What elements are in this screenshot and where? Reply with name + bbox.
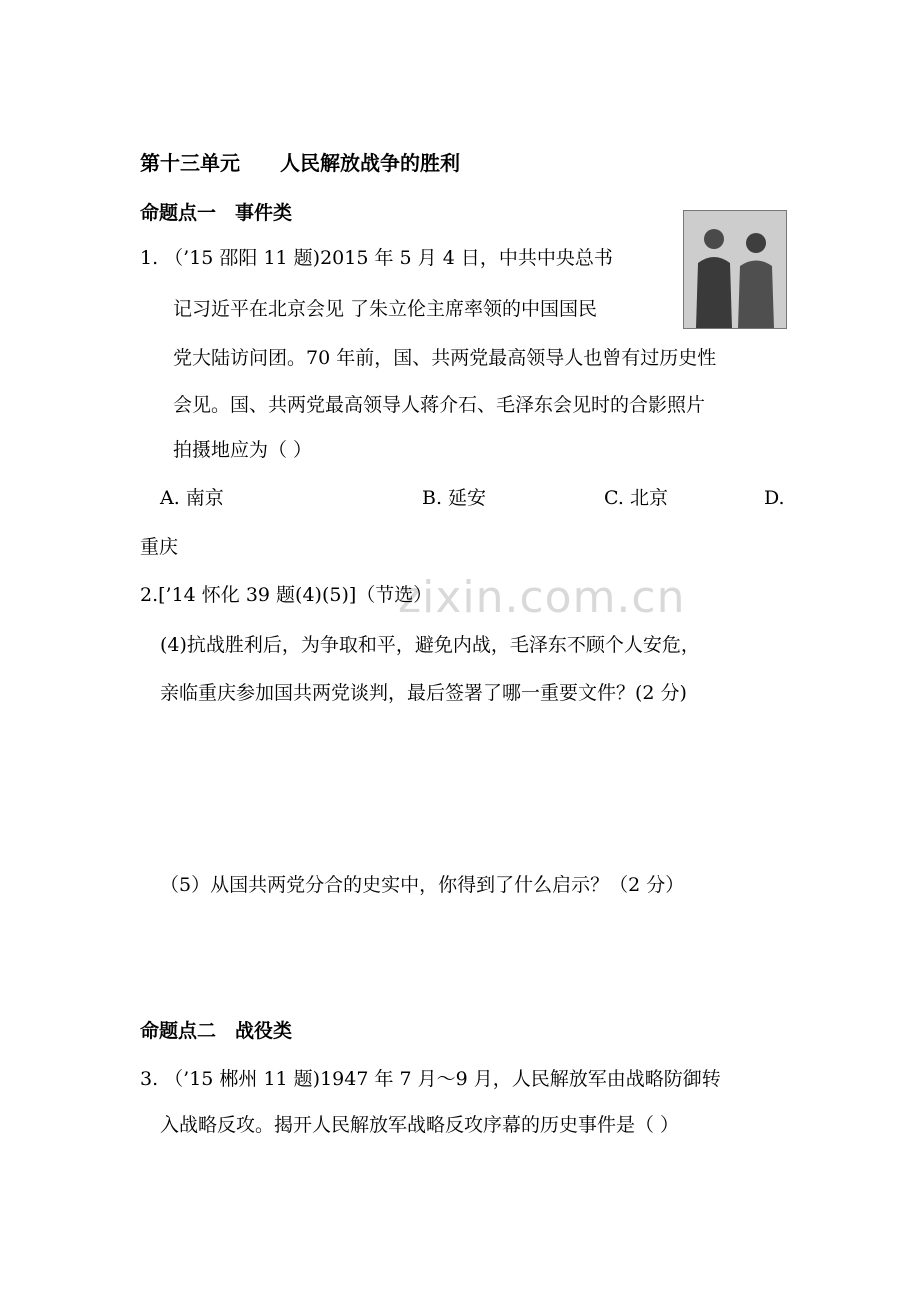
q3-line1: 3. （’15 郴州 11 题)1947 年 7 月～9 月，人民解放军由战略防御转 [140,1068,721,1090]
q1-option-d-text: 重庆 [140,536,179,558]
q1-line4: 会见。国、共两党最高领导人蒋介石、毛泽东会见时的合影照片 [173,394,706,416]
q2-part4-line2: 亲临重庆参加国共两党谈判，最后签署了哪一重要文件？(2 分) [160,682,687,704]
q2-part5: （5）从国共两党分合的史实中，你得到了什么启示？（2 分） [160,874,685,896]
historical-photo [683,210,787,329]
q2-part4-line1: (4)抗战胜利后，为争取和平，避免内战，毛泽东不顾个人安危， [160,634,700,656]
watermark: zixin.com.cn [398,572,686,623]
section2-title: 命题点二 战役类 [140,1020,293,1042]
q3-line2: 入战略反攻。揭开人民解放军战略反攻序幕的历史事件是（ ） [160,1114,680,1136]
q2-header: 2.[’14 怀化 39 题(4)(5)]（节选） [140,584,433,606]
q1-option-d: D. [764,487,785,509]
q1-option-c: C. 北京 [604,487,668,509]
photo-illustration [684,211,786,328]
section1-title: 命题点一 事件类 [140,202,293,224]
q1-line3: 党大陆访问团。70 年前，国、共两党最高领导人也曾有过历史性 [173,347,717,369]
q1-option-b: B. 延安 [422,487,487,509]
q1-option-a: A. 南京 [160,487,224,509]
q1-line1: 1. （’15 邵阳 11 题)2015 年 5 月 4 日，中共中央总书 [140,247,613,269]
q1-line2: 记习近平在北京会见 了朱立伦主席率领的中国国民 [173,298,598,320]
q1-line5: 拍摄地应为（ ） [173,439,313,461]
unit-title: 第十三单元 人民解放战争的胜利 [140,151,460,175]
